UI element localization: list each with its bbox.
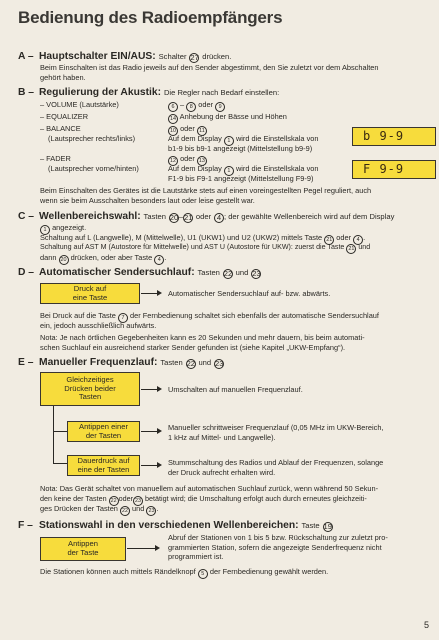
section-e-note1: Nota: Das Gerät schaltet von manuellem auf automatischen Suchlauf zurück, wenn während 50 Sekun- <box>40 484 379 493</box>
section-e-heading: E – Manueller Frequenzlauf: Tasten 22 und 23 <box>18 357 224 368</box>
section-c-line5: dann 20 drücken, oder aber Taste 4 . <box>40 253 167 263</box>
arrow-icon <box>141 465 159 466</box>
section-d-note: Nota: Je nach örtlichen Gegebenheiten kann es 20 Sekunden und mehr dauern, bis beim automati- schen Suchlauf ein ausreichend starker Sender gefunden ist (siehe Kapitel „UKW-Empfang“). <box>40 333 365 352</box>
fader-label: – FADER <box>40 154 71 163</box>
section-f-line: Die Stationen können auch mittels Rändelknopf 5 der Fernbedienung gewählt werden. <box>40 567 329 577</box>
section-e-note3: ges Drücken der Tasten 22 und 23 . <box>40 504 159 514</box>
volume-controls: 6 – 8 oder 9 <box>168 100 225 112</box>
section-d-line2: ein, jedoch ausschließlich aufwärts. <box>40 321 157 330</box>
display-balance: b 9-9 <box>352 127 436 146</box>
section-c-heading: C – Wellenbereichswahl: Tasten 20–21 oder 4 ; der gewählte Wellenbereich wird auf dem Display <box>18 211 395 222</box>
fader-sublabel: (Lautsprecher vorne/hinten) <box>48 164 139 173</box>
balance-label: – BALANCE <box>40 124 81 133</box>
box1-description: Umschalten auf manuellen Frequenzlauf. <box>168 385 303 394</box>
section-e-note2: den keine der Tasten 22 oder 23 betätigt wird; die Umschaltung erfolgt auch durch erneutes gleichzeiti- <box>40 494 367 504</box>
fader-info: Auf dem Display 1 wird die Einstellskala von <box>168 164 319 174</box>
section-d-heading: D – Automatischer Sendersuchlauf: Tasten 22 und 23 <box>18 267 261 278</box>
label-box-press-both: Gleichzeitiges Drücken beider Tasten <box>40 372 140 406</box>
label-box-hold-key: Dauerdruck auf eine der Tasten <box>67 455 140 476</box>
page-number: 5 <box>423 620 429 630</box>
fader-scale: F1-9 bis F9-1 angezeigt (Mittelstellung F9-9) <box>168 174 314 183</box>
arrow-icon <box>141 389 159 390</box>
fader-controls: 12 oder 13 <box>170 154 205 164</box>
section-a-text: Beim Einschalten ist das Radio jeweils auf den Sender abgestimmt, den Sie zuletzt vor dem Abschalten gehört haben. <box>40 63 379 82</box>
connector-line <box>53 406 54 463</box>
arrow-icon <box>127 548 157 549</box>
label-box-tap-key: Antippen einer der Tasten <box>67 421 140 442</box>
label-box-tap-station: Antippen der Taste <box>40 537 126 561</box>
arrow-icon <box>141 431 159 432</box>
connector-line <box>53 431 67 432</box>
arrow-icon <box>141 293 159 294</box>
volume-label: – VOLUME (Lautstärke) <box>40 100 119 109</box>
section-c-line3: Schaltung auf L (Langwelle), M (Mittelwelle), U1 (UKW1) und U2 (UKW2) mittels Taste 21 oder 4 . <box>40 233 366 243</box>
section-a-heading: A – Hauptschalter EIN/AUS: Schalter 27 drücken. <box>18 51 232 62</box>
label-box-press-key: Druck auf eine Taste <box>40 283 140 304</box>
section-c-line2: 1 angezeigt. <box>40 223 86 235</box>
control-number: 27 <box>190 53 199 62</box>
section-d-line1: Bei Druck auf die Taste 7 der Fernbedienung schaltet sich ebenfalls der automatische Sendersuchlauf <box>40 311 379 321</box>
balance-sublabel: (Lautsprecher rechts/links) <box>48 134 136 143</box>
box-station-description: Abruf der Stationen von 1 bis 5 bzw. Rückschaltung zur zuletzt pro- grammierten Station, sofern die angezeigte Senderfrequenz nicht programmiert ist. <box>168 533 388 562</box>
box3-description: Stummschaltung des Radios und Ablauf der Frequenzen, solange der Druck aufrecht erhalten wird. <box>168 458 384 477</box>
balance-scale: b1-9 bis b9-1 angezeigt (Mittelstellung b9-9) <box>168 144 313 153</box>
section-b-heading: B – Regulierung der Akustik: Die Regler nach Bedarf einstellen: <box>18 87 280 98</box>
display-fader: F 9-9 <box>352 160 436 179</box>
page-title: Bedienung des Radioempfängers <box>18 8 283 27</box>
box-description: Automatischer Sendersuchlauf auf- bzw. abwärts. <box>168 289 331 298</box>
section-b-text: Beim Einschalten des Gerätes ist die Lautstärke stets auf einen voreingestellten Pegel reguliert, auch wenn sie beim Ausschalten besonders laut oder leise gestellt war. <box>40 186 372 205</box>
equalizer-label: – EQUALIZER <box>40 112 89 121</box>
balance-controls: 10 oder 11 <box>168 124 207 136</box>
balance-info: Auf dem Display 1 wird die Einstellskala von <box>168 134 319 144</box>
equalizer-controls: 14 Anhebung der Bässe und Höhen <box>170 112 287 122</box>
section-c-line4: Schaltung auf AST M (Autostore für Mittelwelle) und AST U (Autostore für UKW): zuerst die Taste 21 und <box>40 243 371 252</box>
box2-description: Manueller schrittweiser Frequenzlauf (0,05 MHz im UKW-Bereich, 1 kHz auf Mittel- und Langwelle). <box>168 423 384 442</box>
section-f-heading: F – Stationswahl in den verschiedenen Wellenbereichen: Taste 19 <box>18 520 332 531</box>
connector-line <box>53 463 67 464</box>
